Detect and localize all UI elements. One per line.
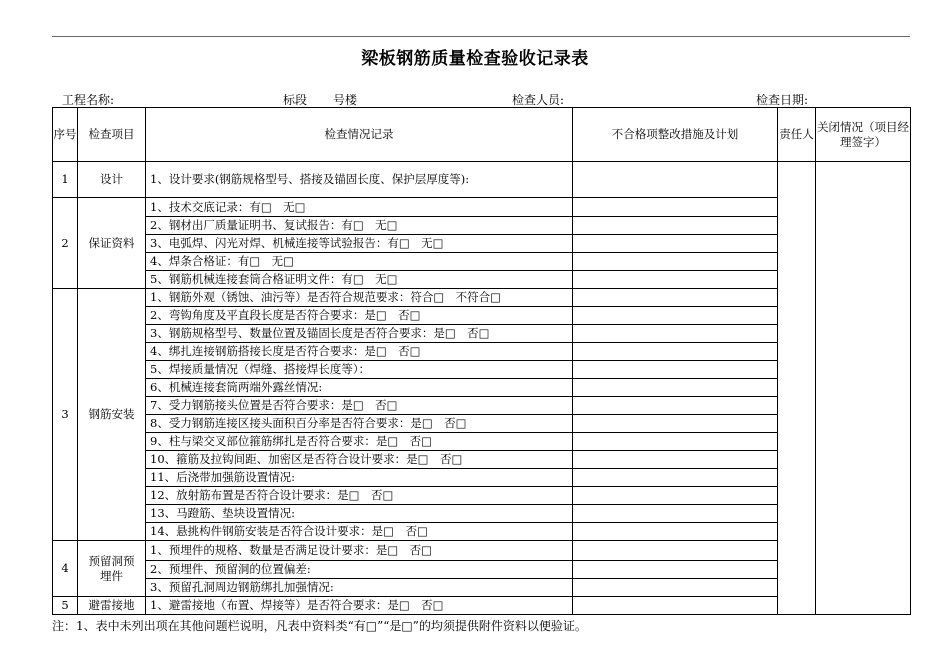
record-cell: 5、焊接质量情况（焊缝、搭接焊长度等）： [146, 361, 573, 379]
record-cell: 5、钢筋机械连接套筒合格证明文件：有□ 无□ [146, 271, 573, 289]
header-item: 检查项目 [78, 108, 146, 162]
record-cell: 3、电弧焊、闪光对焊、机械连接等试验报告：有□ 无□ [146, 235, 573, 253]
responsible-cell[interactable] [778, 162, 816, 615]
inspection-table [52, 107, 911, 615]
measures-cell[interactable] [573, 505, 778, 523]
measures-cell[interactable] [573, 271, 778, 289]
measures-cell[interactable] [573, 361, 778, 379]
record-cell: 6、机械连接套筒两端外露丝情况: [146, 379, 573, 397]
record-cell: 4、焊条合格证：有□ 无□ [146, 253, 573, 271]
measures-cell[interactable] [573, 289, 778, 307]
measures-cell[interactable] [573, 198, 778, 217]
record-cell: 12、放射筋布置是否符合设计要求：是□ 否□ [146, 487, 573, 505]
measures-cell[interactable] [573, 523, 778, 541]
seq-cell: 5 [53, 597, 78, 615]
measures-cell[interactable] [573, 487, 778, 505]
footnote: 注：1、表中未列出项在其他问题栏说明，凡表中资料类“有□”“是□”的均须提供附件资料以便验证。 [52, 619, 587, 633]
record-cell: 8、受力钢筋连接区接头面积百分率是否符合要求：是□ 否□ [146, 415, 573, 433]
record-cell: 1、设计要求(钢筋规格型号、搭接及锚固长度、保护层厚度等): [146, 162, 573, 198]
measures-cell[interactable] [573, 561, 778, 579]
measures-cell[interactable] [573, 162, 778, 198]
table-header-row [53, 108, 911, 162]
record-cell: 4、绑扎连接钢筋搭接长度是否符合要求：是□ 否□ [146, 343, 573, 361]
top-rule [52, 36, 910, 37]
record-cell: 1、钢筋外观（锈蚀、油污等）是否符合规范要求：符合□ 不符合□ [146, 289, 573, 307]
measures-cell[interactable] [573, 597, 778, 615]
measures-cell[interactable] [573, 325, 778, 343]
item-cell: 钢筋安装 [78, 289, 146, 541]
header-seq: 序号 [53, 108, 78, 162]
table-row [53, 162, 911, 198]
measures-cell[interactable] [573, 235, 778, 253]
record-cell: 11、后浇带加强筋设置情况: [146, 469, 573, 487]
item-cell: 设计 [78, 162, 146, 198]
measures-cell[interactable] [573, 469, 778, 487]
item-cell: 避雷接地 [78, 597, 146, 615]
seq-cell: 3 [53, 289, 78, 541]
record-cell: 14、悬挑构件钢筋安装是否符合设计要求：是□ 否□ [146, 523, 573, 541]
header-responsible: 责任人 [778, 108, 816, 162]
measures-cell[interactable] [573, 433, 778, 451]
measures-cell[interactable] [573, 217, 778, 235]
record-cell: 13、马蹬筋、垫块设置情况: [146, 505, 573, 523]
item-cell: 预留洞预埋件 [78, 541, 146, 597]
record-cell: 2、弯钩角度及平直段长度是否符合要求：是□ 否□ [146, 307, 573, 325]
record-cell: 1、技术交底记录：有□ 无□ [146, 198, 573, 217]
building-label: 号楼 [333, 93, 358, 107]
measures-cell[interactable] [573, 541, 778, 561]
header-measures: 不合格项整改措施及计划 [573, 108, 778, 162]
measures-cell[interactable] [573, 415, 778, 433]
measures-cell[interactable] [573, 397, 778, 415]
record-cell: 1、避雷接地（布置、焊接等）是否符合要求：是□ 否□ [146, 597, 573, 615]
record-cell: 1、预埋件的规格、数量是否满足设计要求：是□ 否□ [146, 541, 573, 561]
seq-cell: 2 [53, 198, 78, 289]
record-cell: 10、箍筋及拉钩间距、加密区是否符合设计要求：是□ 否□ [146, 451, 573, 469]
item-cell: 保证资料 [78, 198, 146, 289]
inspection-date-label: 检查日期: [756, 93, 809, 107]
header-closure: 关闭情况（项目经理签字） [816, 108, 911, 162]
measures-cell[interactable] [573, 253, 778, 271]
measures-cell[interactable] [573, 379, 778, 397]
record-cell: 2、预埋件、预留洞的位置偏差: [146, 561, 573, 579]
record-cell: 3、预留孔洞周边钢筋绑扎加强情况: [146, 579, 573, 597]
inspector-label: 检查人员: [512, 93, 565, 107]
seq-cell: 4 [53, 541, 78, 597]
measures-cell[interactable] [573, 307, 778, 325]
measures-cell[interactable] [573, 451, 778, 469]
measures-cell[interactable] [573, 579, 778, 597]
seq-cell: 1 [53, 162, 78, 198]
record-cell: 2、钢材出厂质量证明书、复试报告：有□ 无□ [146, 217, 573, 235]
record-cell: 9、柱与梁交叉部位箍筋绑扎是否符合要求：是□ 否□ [146, 433, 573, 451]
project-name-label: 工程名称: [62, 93, 115, 107]
closure-cell[interactable] [816, 162, 911, 615]
page-title: 梁板钢筋质量检查验收记录表 [361, 49, 589, 69]
section-label: 标段 [283, 93, 308, 107]
measures-cell[interactable] [573, 343, 778, 361]
record-cell: 3、钢筋规格型号、数量位置及锚固长度是否符合要求：是□ 否□ [146, 325, 573, 343]
header-record: 检查情况记录 [146, 108, 573, 162]
record-cell: 7、受力钢筋接头位置是否符合要求：是□ 否□ [146, 397, 573, 415]
